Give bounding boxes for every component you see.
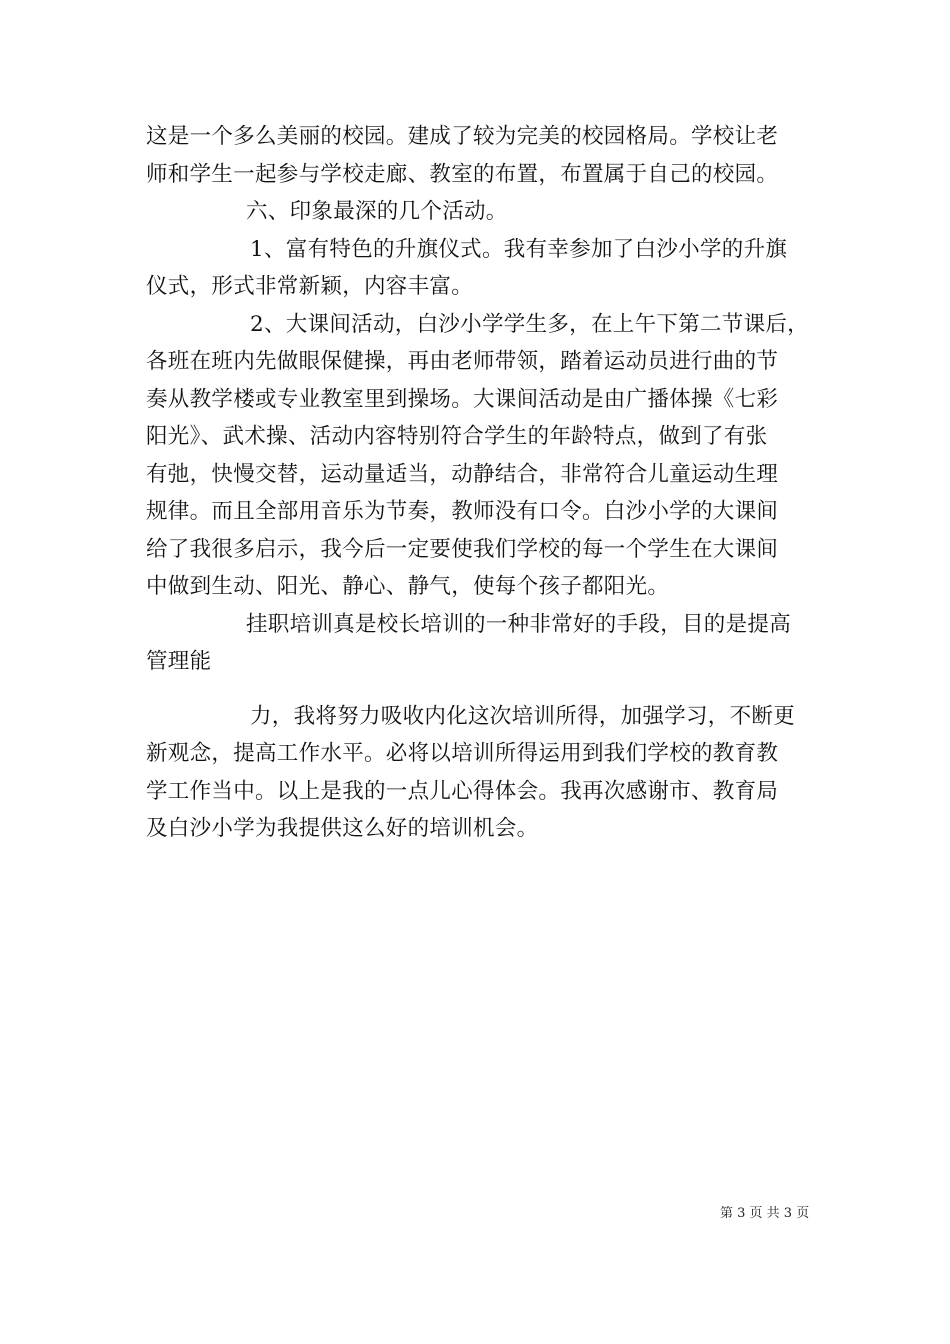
text-line: 新观念，提高工作水平。必将以培训所得运用到我们学校的教育教	[146, 741, 779, 766]
text-line: 规律。而且全部用音乐为节奏，教师没有口令。白沙小学的大课间	[146, 499, 779, 524]
text-line: 阳光》、武术操、活动内容特别符合学生的年龄特点，做到了有张	[146, 424, 768, 449]
text-line: 仪式，形式非常新颖，内容丰富。	[146, 274, 474, 299]
text-line: 各班在班内先做眼保健操，再由老师带领，踏着运动员进行曲的节	[146, 349, 779, 374]
text-line: 1、富有特色的升旗仪式。我有幸参加了白沙小学的升旗	[250, 236, 788, 262]
text-line: 给了我很多启示，我今后一定要使我们学校的每一个学生在大课间	[146, 536, 779, 562]
text-line: 2、大课间活动，白沙小学学生多，在上午下第二节课后，	[250, 311, 809, 337]
text-line: 中做到生动、阳光、静心、静气，使每个孩子都阳光。	[146, 574, 670, 599]
text-line: 挂职培训真是校长培训的一种非常好的手段，目的是提高	[246, 611, 792, 637]
section-heading: 六、印象最深的几个活动。	[246, 199, 508, 224]
text-line: 这是一个多么美丽的校园。建成了较为完美的校园格局。学校让老	[146, 124, 779, 149]
text-line: 有弛，快慢交替，运动量适当，动静结合，非常符合儿童运动生理	[146, 461, 779, 487]
text-line: 师和学生一起参与学校走廊、教室的布置，布置属于自己的校园。	[146, 161, 779, 187]
paragraph-gap	[146, 681, 816, 698]
page-number: 第 3 页 共 3 页	[720, 1206, 810, 1221]
text-line: 及白沙小学为我提供这么好的培训机会。	[146, 816, 539, 841]
text-line: 力，我将努力吸收内化这次培训所得，加强学习，不断更	[250, 703, 796, 729]
text-line: 奏从教学楼或专业教室里到操场。大课间活动是由广播体操《七彩	[146, 386, 779, 412]
document-body	[146, 118, 816, 848]
text-line: 管理能	[146, 649, 212, 674]
text-line: 学工作当中。以上是我的一点儿心得体会。我再次感谢市、教育局	[146, 778, 779, 804]
